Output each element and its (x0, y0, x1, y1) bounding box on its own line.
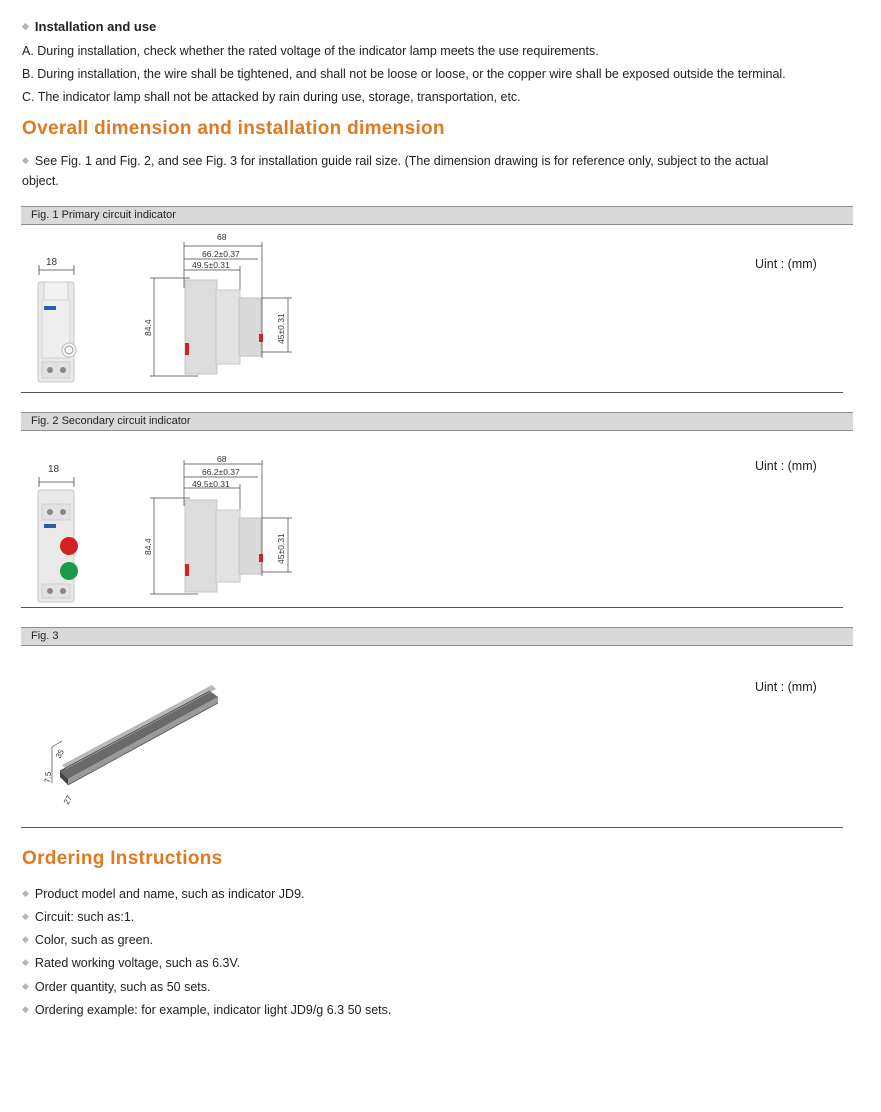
fig1-dim-d1: 66.2±0.37 (202, 249, 240, 259)
bullet-icon: ◆ (22, 21, 29, 31)
fig3-dim-c: 27 (61, 793, 74, 806)
dimension-title: Overall dimension and installation dimension (22, 118, 445, 139)
bullet-icon: ◆ (22, 934, 29, 944)
ordering-item-text: Product model and name, such as indicator JD9. (34, 887, 305, 901)
dimension-note (22, 152, 852, 171)
bullet-icon: ◆ (22, 911, 29, 921)
ordering-item (22, 980, 210, 994)
fig2-dim-height: 84.4 (143, 538, 153, 555)
ordering-item (22, 933, 153, 947)
ordering-item (22, 956, 240, 970)
ordering-item (22, 887, 305, 901)
fig2-caption: Fig. 2 Secondary circuit indicator (21, 412, 853, 431)
fig3-unit: Uint : (mm) (755, 680, 817, 694)
fig1-caption: Fig. 1 Primary circuit indicator (21, 206, 853, 225)
ordering-item-text: Rated working voltage, such as 6.3V. (34, 956, 241, 970)
install-item-a: A. During installation, check whether the rated voltage of the indicator lamp meets the use requirements. (22, 44, 599, 58)
bullet-icon: ◆ (22, 957, 29, 967)
ordering-item (22, 1003, 391, 1017)
fig1-device-front (38, 282, 76, 382)
install-item-b: B. During installation, the wire shall be tightened, and shall not be loose or loose, or the copper wire shall be exposed outside the terminal. (22, 67, 786, 81)
install-heading-text: Installation and use (34, 19, 157, 34)
ordering-item-text: Circuit: such as:1. (34, 910, 135, 924)
ordering-item-text: Color, such as green. (34, 933, 154, 947)
bullet-icon: ◆ (22, 155, 29, 165)
bullet-icon: ◆ (22, 888, 29, 898)
fig2-width-label: 18 (48, 464, 60, 475)
fig1-device-side (185, 280, 263, 374)
dimension-note-line2: object. (22, 174, 59, 188)
din-rail (60, 685, 218, 785)
bullet-icon: ◆ (22, 981, 29, 991)
fig3-dim-a: 35 (53, 747, 66, 760)
fig2-dim-rail: 45±0.31 (276, 533, 286, 564)
ordering-title: Ordering Instructions (22, 848, 223, 869)
fig1-dim-height: 84.4 (143, 319, 153, 336)
fig1-width-label: 18 (46, 257, 58, 268)
fig1-divider (21, 392, 843, 393)
fig1-dim-d2: 49.5±0.31 (192, 260, 230, 270)
fig2-dim-d2: 49.5±0.31 (192, 479, 230, 489)
ordering-item (22, 910, 134, 924)
install-item-c: C. The indicator lamp shall not be attacked by rain during use, storage, transportation, etc. (22, 90, 521, 104)
fig2-device-side (185, 500, 263, 592)
fig2-dim-total: 68 (217, 454, 227, 464)
fig1-dim-total: 68 (217, 232, 227, 242)
fig1-dim-rail: 45±0.31 (276, 313, 286, 344)
fig2-divider (21, 607, 843, 608)
ordering-item-text: Ordering example: for example, indicator light JD9/g 6.3 50 sets. (34, 1003, 392, 1017)
fig1-drawing (30, 228, 310, 388)
fig3-caption: Fig. 3 (21, 627, 853, 646)
fig3-din-rail-drawing (38, 683, 238, 813)
ordering-item-text: Order quantity, such as 50 sets. (34, 980, 211, 994)
bullet-icon: ◆ (22, 1004, 29, 1014)
fig2-device-front (38, 490, 78, 602)
fig2-dim-d1: 66.2±0.37 (202, 467, 240, 477)
install-heading (22, 19, 156, 34)
fig3-divider (21, 827, 843, 828)
fig2-drawing (30, 450, 310, 605)
fig1-unit: Uint : (mm) (755, 257, 817, 271)
fig3-dim-b: 7.5 (43, 771, 53, 784)
dimension-note-line1: See Fig. 1 and Fig. 2, and see Fig. 3 for installation guide rail size. (The dimension drawing is for reference only, subject to the actual (34, 154, 769, 168)
fig2-unit: Uint : (mm) (755, 459, 817, 473)
